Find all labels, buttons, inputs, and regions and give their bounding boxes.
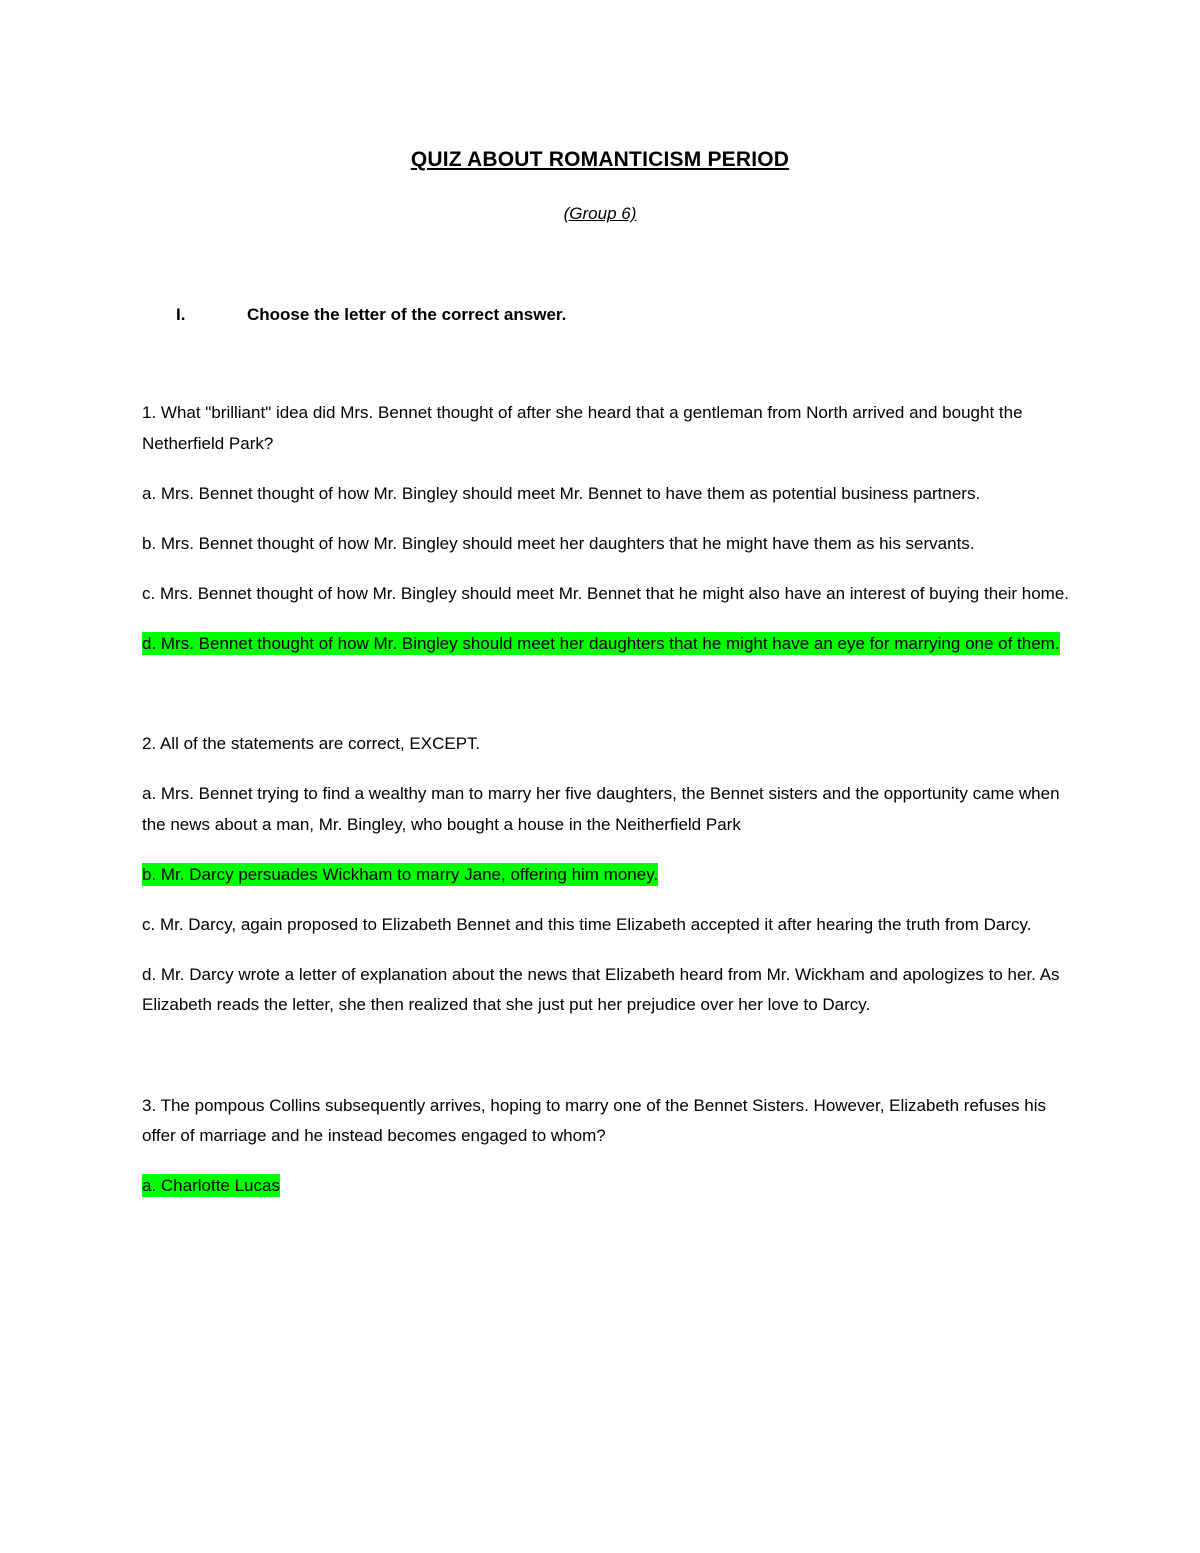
question-block	[142, 398, 1072, 659]
choice-text: a. Mrs. Bennet thought of how Mr. Bingley should meet Mr. Bennet to have them as potential business partners.	[142, 483, 981, 503]
answer-choice	[142, 579, 1072, 610]
question-text: 3. The pompous Collins subsequently arrives, hoping to marry one of the Bennet Sisters. However, Elizabeth refuses his offer of marriage and he instead becomes engaged to whom?	[142, 1095, 1046, 1145]
answer-choice	[142, 960, 1072, 1021]
question-text: 1. What "brilliant" idea did Mrs. Bennet thought of after she heard that a gentleman from North arrived and bought the Netherfield Park?	[142, 403, 1023, 453]
highlighted-answer: d. Mrs. Bennet thought of how Mr. Bingley should meet her daughters that he might have an eye for marrying one of them.	[142, 633, 1060, 653]
choice-text: c. Mrs. Bennet thought of how Mr. Bingley should meet Mr. Bennet that he might also have an interest of buying their home.	[142, 583, 1070, 603]
document-subtitle: (Group 6)	[563, 204, 637, 223]
choice-text: b. Mrs. Bennet thought of how Mr. Bingley should meet her daughters that he might have them as his servants.	[142, 533, 975, 553]
section-instruction: Choose the letter of the correct answer.	[247, 305, 567, 324]
choice-text: c. Mr. Darcy, again proposed to Elizabeth Bennet and this time Elizabeth accepted it after hearing the truth from Darcy.	[142, 914, 1032, 934]
question-block	[142, 1091, 1072, 1202]
choice-text: a. Mrs. Bennet trying to find a wealthy man to marry her five daughters, the Bennet sisters and the opportunity came when the news about a man, Mr. Bingley, who bought a house in the Neitherfield Park	[142, 784, 1060, 834]
question-text: 2. All of the statements are correct, EXCEPT.	[142, 734, 481, 753]
quiz-content	[142, 398, 1072, 1221]
answer-choice-correct	[142, 860, 1072, 891]
answer-choice	[142, 479, 1072, 510]
answer-choice	[142, 779, 1072, 840]
section-numeral: I.	[176, 305, 186, 324]
answer-choice	[142, 910, 1072, 941]
section-heading	[176, 303, 566, 327]
choice-text: d. Mr. Darcy wrote a letter of explanation about the news that Elizabeth heard from Mr. Wickham and apologizes to her. As Elizabeth reads the letter, she then realized that she just put her prejudice over her love to Darcy.	[142, 964, 1060, 1014]
question-block	[142, 729, 1072, 1021]
highlighted-answer: b. Mr. Darcy persuades Wickham to marry Jane, offering him money.	[142, 864, 659, 884]
highlighted-answer: a. Charlotte Lucas	[142, 1176, 280, 1195]
document-title: QUIZ ABOUT ROMANTICISM PERIOD	[410, 148, 790, 171]
answer-choice-correct	[142, 1171, 1072, 1202]
answer-choice-correct	[142, 629, 1072, 660]
answer-choice	[142, 529, 1072, 560]
